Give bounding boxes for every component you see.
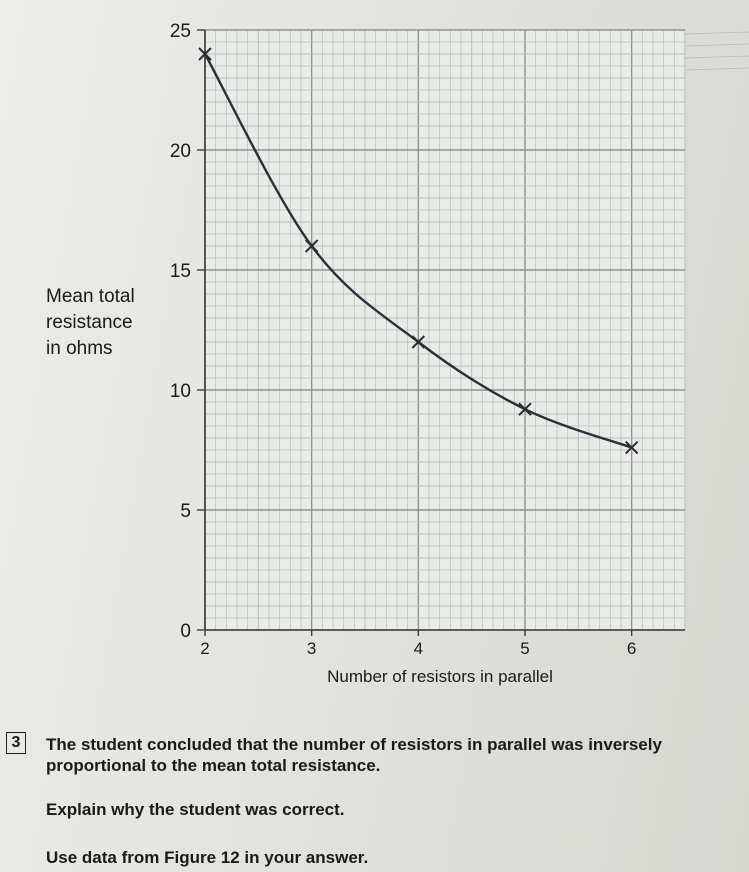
question-text: The student concluded that the number of resistors in parallel was inversely proportional to the mean total resistance.: [46, 735, 662, 775]
use-prefix: Use data from: [46, 848, 165, 867]
paper-grid-extension: [685, 56, 749, 58]
y-tick-label: 15: [169, 261, 191, 282]
figure-reference: Figure 12: [164, 848, 240, 867]
x-tick-label: 5: [520, 639, 530, 658]
y-tick-label: 5: [180, 501, 191, 522]
use-suffix: in your answer.: [239, 848, 369, 867]
x-tick-label: 4: [413, 639, 424, 658]
x-axis-label: Number of resistors in parallel: [327, 667, 553, 686]
question-explain: Explain why the student was correct.: [46, 800, 345, 819]
x-tick-label: 3: [306, 639, 317, 658]
x-tick-label: 6: [626, 639, 637, 658]
paper-grid-extension: [685, 68, 749, 70]
x-tick-label: 2: [200, 639, 210, 658]
y-tick-label: 20: [169, 141, 191, 162]
question-use-data: [46, 848, 368, 868]
paper-grid-extension: [685, 32, 749, 34]
graph-grid: [205, 30, 749, 630]
y-axis-label: Mean total resistance in ohms: [46, 286, 135, 359]
y-tick-label: 25: [169, 21, 191, 42]
paper-grid-extension: [685, 44, 749, 46]
question-number: 3: [6, 732, 26, 754]
y-tick-label: 0: [180, 621, 191, 642]
y-tick-label: 10: [169, 381, 191, 402]
